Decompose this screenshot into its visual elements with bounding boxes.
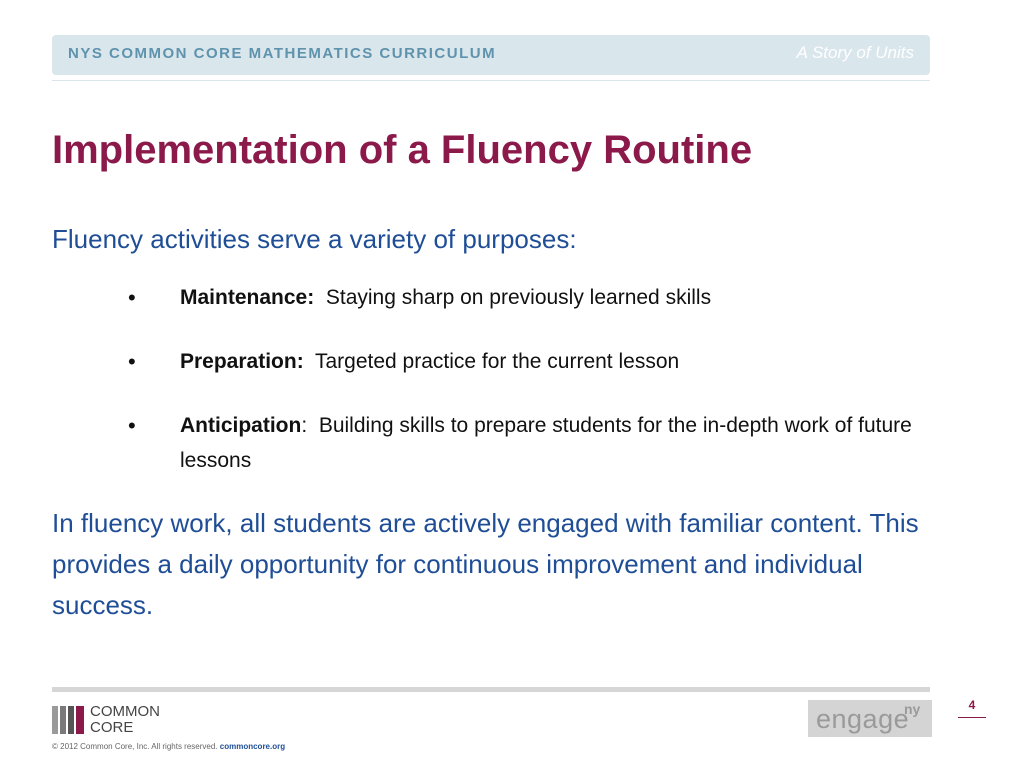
purpose-list (128, 280, 938, 478)
page-number: 4 (968, 698, 976, 712)
engage-wordmark: engage (816, 704, 910, 734)
common-core-logo (52, 704, 192, 738)
bullet-text: Staying sharp on previously learned skills (314, 286, 712, 309)
intro-text: Fluency activities serve a variety of purposes: (52, 224, 577, 254)
commoncore-link[interactable]: commoncore.org (219, 742, 286, 751)
bullet-term: Maintenance: (180, 286, 315, 309)
page-number-underline (958, 717, 986, 718)
copyright-text: © 2012 Common Core, Inc. All rights reserved. (52, 742, 218, 751)
series-label: A Story of Units (796, 43, 914, 62)
bullet-dot-icon: • (128, 285, 136, 310)
bullet-text: Targeted practice for the current lesson (303, 350, 680, 373)
bullet-text: : Building skills to prepare students for the in-depth work of future lessons (180, 414, 918, 472)
header-bar (52, 35, 930, 75)
list-item-anticipation (128, 408, 938, 478)
header-divider (52, 80, 930, 81)
logo-line-1: COMMON (90, 703, 160, 720)
bullet-term: Anticipation (180, 414, 302, 437)
bullet-dot-icon: • (128, 349, 136, 374)
logo-line-2: CORE (90, 719, 134, 736)
closing-paragraph: In fluency work, all students are actively engaged with familiar content. This provides a daily opportunity for continuous improvement and individual success. (52, 508, 919, 620)
common-core-wordmark (90, 704, 160, 736)
list-item-maintenance (128, 280, 938, 315)
engageny-logo (808, 700, 932, 737)
curriculum-label: NYS COMMON CORE MATHEMATICS CURRICULUM (68, 45, 497, 62)
bullet-term: Preparation: (180, 350, 304, 373)
engage-superscript: ny (904, 701, 921, 717)
list-item-preparation (128, 344, 938, 379)
common-core-bars-icon (52, 706, 84, 734)
slide-title: Implementation of a Fluency Routine (52, 128, 753, 172)
footer-divider (52, 687, 930, 692)
copyright-notice (52, 742, 285, 751)
bullet-dot-icon: • (128, 413, 136, 438)
